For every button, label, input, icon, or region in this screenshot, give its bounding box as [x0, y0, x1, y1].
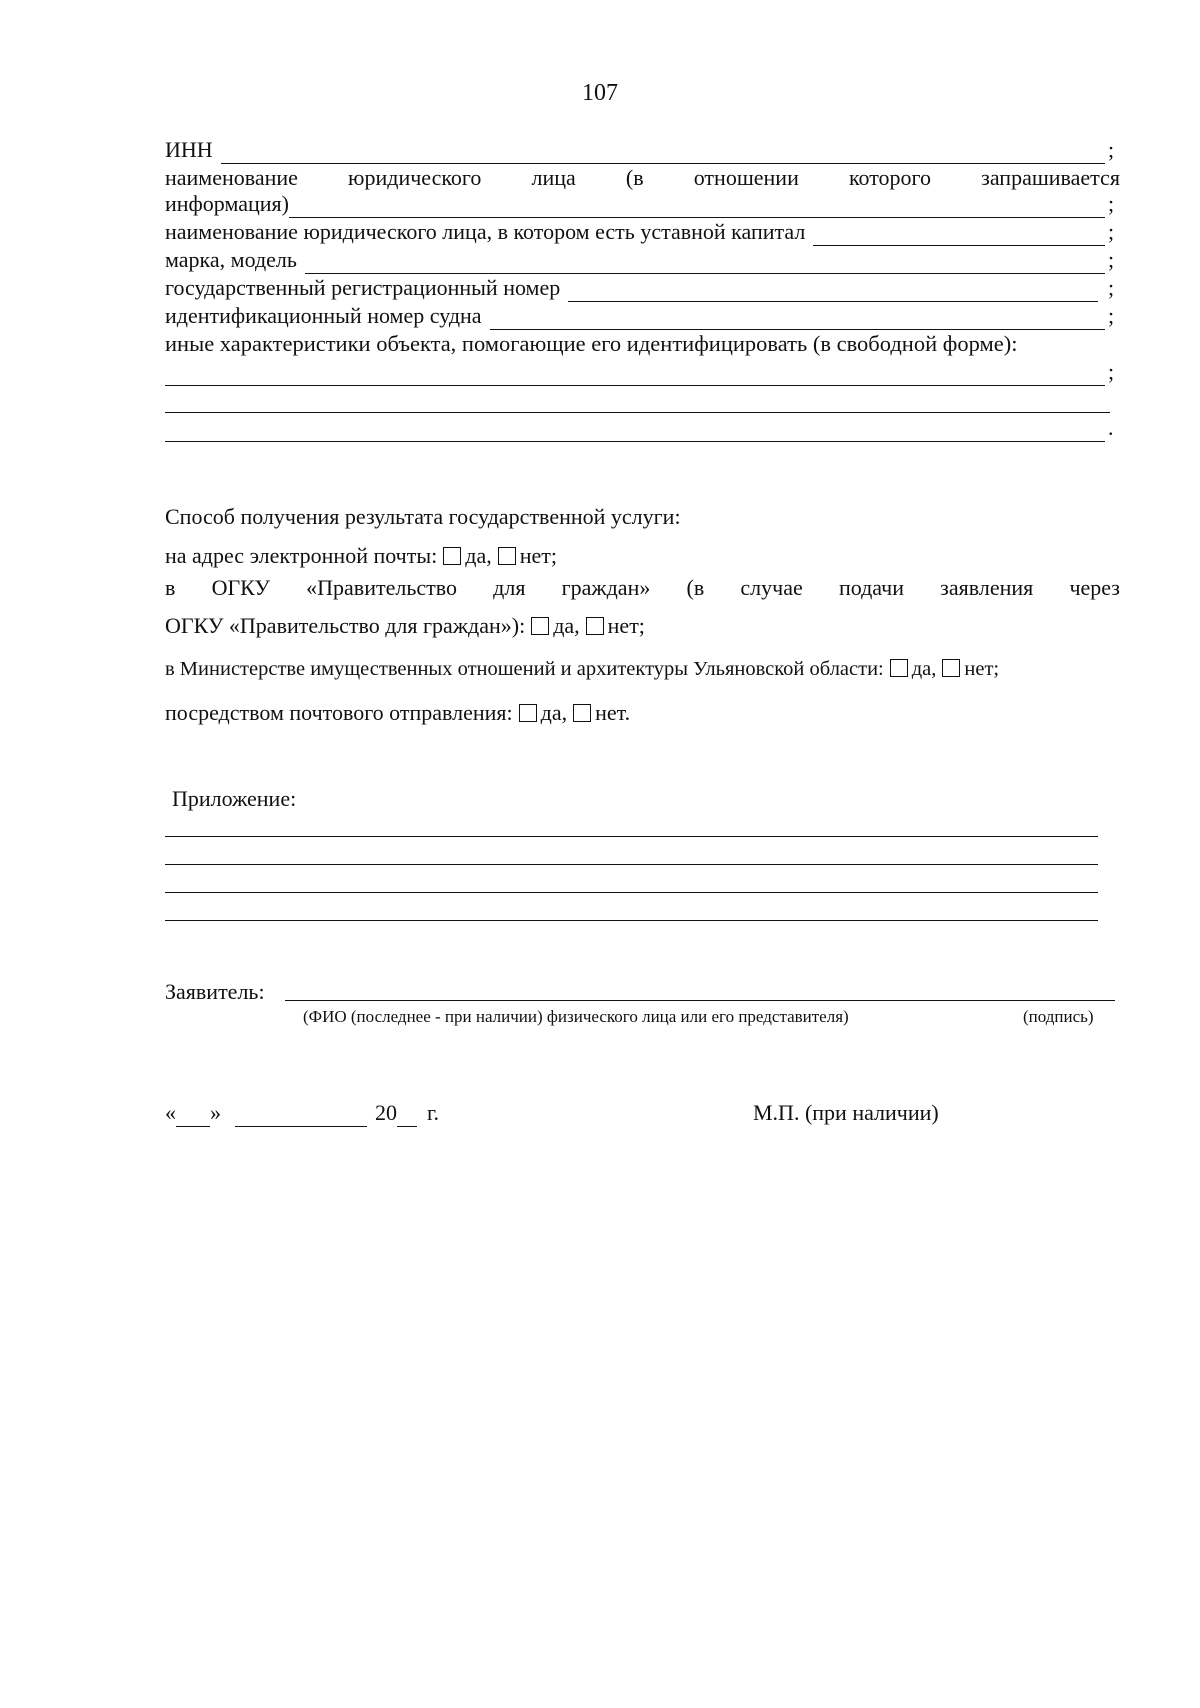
- date-close-quote: »: [210, 1100, 221, 1125]
- authorized-capital-field: [165, 218, 1120, 246]
- ogku-no-checkbox[interactable]: [586, 617, 604, 635]
- yes-label: да,: [465, 543, 492, 568]
- no-label: нет;: [519, 543, 557, 568]
- applicant-signature-line[interactable]: [285, 1000, 1115, 1001]
- appendix-input-line[interactable]: [165, 864, 1098, 865]
- date-year-line[interactable]: [397, 1107, 417, 1127]
- other-features-input-line[interactable]: [165, 420, 1105, 442]
- email-yes-checkbox[interactable]: [443, 547, 461, 565]
- page-number: 107: [582, 80, 618, 106]
- no-label: нет;: [964, 658, 1000, 680]
- reg-number-input-line[interactable]: [568, 280, 1098, 302]
- ogku-word: «Правительство: [306, 575, 457, 600]
- date-open-quote: «: [165, 1100, 176, 1125]
- ogku-word: через: [1069, 575, 1120, 600]
- applicant-signature-caption: (подпись): [1023, 1007, 1094, 1026]
- ogku-word: в: [165, 575, 176, 600]
- date-month-line[interactable]: [235, 1107, 367, 1127]
- ministry-no-checkbox[interactable]: [942, 659, 960, 677]
- make-model-semicolon: ;: [1108, 247, 1115, 272]
- legal-name-semicolon: ;: [1108, 191, 1115, 216]
- delivery-ogku-row-2: [165, 612, 1120, 640]
- ogku-word: (в: [686, 575, 705, 600]
- post-yes-checkbox[interactable]: [519, 704, 537, 722]
- inn-label: ИНН: [165, 137, 213, 162]
- legal-name-input-line[interactable]: [289, 196, 1105, 218]
- applicant-label: Заявитель:: [165, 979, 265, 1004]
- other-features-line-1: [165, 358, 1120, 386]
- inn-field: [165, 136, 1120, 164]
- appendix-input-line[interactable]: [165, 836, 1098, 837]
- delivery-email-row: [165, 542, 1120, 570]
- legal-name-word: которого: [848, 165, 932, 190]
- other-features-input-line[interactable]: [165, 364, 1105, 386]
- vessel-id-label: идентификационный номер судна: [165, 303, 482, 328]
- legal-name-word: юридического: [348, 165, 482, 190]
- legal-name-label-row: [165, 164, 1120, 192]
- other-features-input-line[interactable]: [165, 412, 1110, 413]
- ogku-yes-checkbox[interactable]: [531, 617, 549, 635]
- delivery-ogku-row-1: [165, 574, 1120, 602]
- ogku-word: заявления: [940, 575, 1034, 600]
- delivery-ministry-row: [165, 655, 1130, 683]
- delivery-ministry-label: в Министерстве имущественных отношений и архитектуры Ульяновской области:: [165, 658, 884, 680]
- authorized-capital-semicolon: ;: [1108, 219, 1115, 244]
- vessel-id-input-line[interactable]: [490, 308, 1105, 330]
- delivery-post-label: посредством почтового отправления:: [165, 700, 513, 725]
- legal-name-word: запрашивается: [981, 165, 1120, 190]
- legal-name-word: отношении: [693, 165, 799, 190]
- make-model-input-line[interactable]: [305, 252, 1105, 274]
- date-year-suffix: г.: [427, 1100, 440, 1125]
- date-row: [165, 1099, 665, 1127]
- yes-label: да,: [540, 700, 568, 725]
- yes-label: да,: [911, 658, 937, 680]
- yes-label: да,: [553, 613, 580, 638]
- date-year-prefix: 20: [375, 1100, 397, 1125]
- legal-name-word: лица: [531, 165, 576, 190]
- appendix-label: Приложение:: [172, 786, 297, 811]
- appendix-input-line[interactable]: [165, 892, 1098, 893]
- legal-name-label-end: информация): [165, 191, 289, 216]
- no-label: нет.: [595, 700, 631, 725]
- inn-semicolon: ;: [1108, 137, 1115, 162]
- email-no-checkbox[interactable]: [498, 547, 516, 565]
- vessel-id-field: [165, 302, 1120, 330]
- ogku-word: граждан»: [561, 575, 651, 600]
- delivery-email-label: на адрес электронной почты:: [165, 543, 438, 568]
- legal-name-word: наименование: [165, 165, 298, 190]
- legal-name-word: (в: [625, 165, 644, 190]
- reg-number-label: государственный регистрационный номер: [165, 275, 561, 300]
- delivery-ogku-label: ОГКУ «Правительство для граждан»):: [165, 613, 526, 638]
- delivery-post-row: [165, 699, 1120, 727]
- make-model-label: марка, модель: [165, 247, 297, 272]
- other-features-semicolon: ;: [1108, 359, 1115, 384]
- vessel-id-semicolon: ;: [1108, 303, 1115, 328]
- inn-input-line[interactable]: [221, 142, 1105, 164]
- applicant-name-caption: (ФИО (последнее - при наличии) физического лица или его представителя): [303, 1007, 849, 1026]
- other-features-label: иные характеристики объекта, помогающие его идентифицировать (в свободной форме):: [165, 331, 1018, 356]
- reg-number-semicolon: ;: [1108, 275, 1115, 300]
- ogku-word: ОГКУ: [211, 575, 270, 600]
- ogku-word: случае: [740, 575, 803, 600]
- authorized-capital-label: наименование юридического лица, в котором есть уставной капитал: [165, 219, 806, 244]
- post-no-checkbox[interactable]: [573, 704, 591, 722]
- reg-number-field: [165, 274, 1120, 302]
- ministry-yes-checkbox[interactable]: [890, 659, 908, 677]
- delivery-heading: Способ получения результата государственной услуги:: [165, 504, 681, 529]
- authorized-capital-input-line[interactable]: [813, 224, 1105, 246]
- ogku-word: подачи: [838, 575, 904, 600]
- appendix-input-line[interactable]: [165, 920, 1098, 921]
- make-model-field: [165, 246, 1120, 274]
- legal-name-field: [165, 190, 1120, 218]
- date-day-line[interactable]: [176, 1107, 210, 1127]
- ogku-word: для: [493, 575, 526, 600]
- other-features-period: .: [1108, 415, 1114, 440]
- stamp-label: М.П. (при наличии): [753, 1100, 939, 1125]
- no-label: нет;: [607, 613, 645, 638]
- other-features-line-3: [165, 414, 1120, 442]
